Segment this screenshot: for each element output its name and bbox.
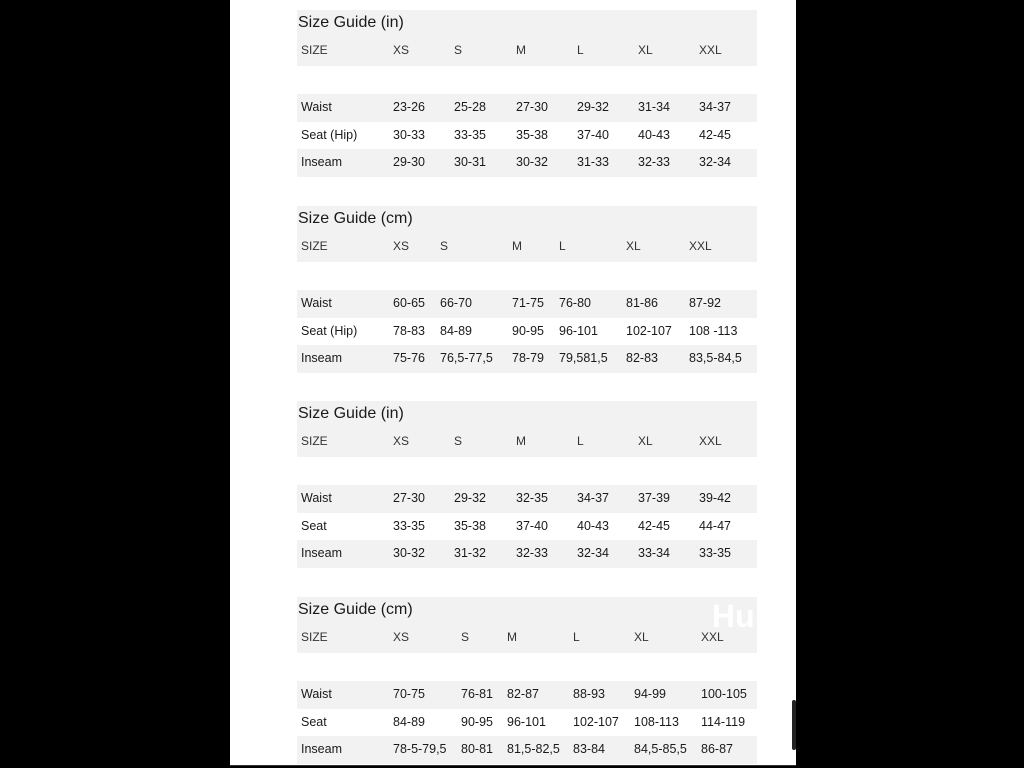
table-cell: 83-84 [573, 742, 605, 756]
row-label: Inseam [301, 742, 342, 756]
row-label: Inseam [301, 155, 342, 169]
row-label: Seat [301, 714, 327, 729]
row-label: Waist [301, 296, 332, 310]
table-row [297, 149, 757, 177]
size-column-header: XL [626, 239, 641, 253]
size-guide-table [297, 597, 757, 764]
size-label: SIZE [301, 434, 328, 448]
table-cell: 31-33 [577, 155, 609, 169]
table-cell: 32-35 [516, 491, 548, 505]
size-column-header: S [461, 630, 470, 644]
table-cell: 87-92 [689, 296, 721, 310]
table-row [297, 94, 757, 122]
table-cell: 96-101 [507, 714, 546, 729]
table-cell: 40-43 [638, 127, 670, 142]
table-cell: 37-40 [516, 518, 548, 533]
table-cell: 25-28 [454, 100, 486, 114]
table-cell: 40-43 [577, 518, 609, 533]
table-cell: 34-37 [699, 100, 731, 114]
table-cell: 35-38 [516, 127, 548, 142]
row-label: Waist [301, 100, 332, 114]
table-cell: 79,581,5 [559, 351, 608, 365]
table-cell: 78-83 [393, 323, 425, 338]
size-column-header: XXL [701, 630, 724, 644]
size-column-header: M [512, 239, 522, 253]
size-label: SIZE [301, 630, 328, 644]
table-cell: 114-119 [701, 714, 746, 729]
table-cell: 42-45 [699, 127, 731, 142]
size-column-header: S [454, 43, 463, 57]
table-cell: 84,5-85,5 [634, 742, 687, 756]
table-spacer [297, 66, 757, 94]
table-cell: 33-35 [393, 518, 425, 533]
table-cell: 108-113 [634, 714, 679, 729]
row-label: Seat [301, 518, 327, 533]
table-cell: 78-79 [512, 351, 544, 365]
size-column-header: XXL [699, 434, 722, 448]
table-cell: 84-89 [440, 323, 472, 338]
table-cell: 108 -113 [689, 323, 738, 338]
size-guide-table [297, 10, 757, 177]
table-title: Size Guide (in) [298, 405, 404, 422]
table-cell: 78-5-79,5 [393, 742, 447, 756]
table-cell: 32-33 [638, 155, 670, 169]
table-row [297, 540, 757, 568]
row-label: Waist [301, 687, 332, 701]
size-guide-table [297, 206, 757, 373]
size-column-header: XL [634, 630, 649, 644]
table-cell: 30-33 [393, 127, 425, 142]
size-guide-page [230, 0, 796, 766]
table-cell: 39-42 [699, 491, 731, 505]
size-column-header: L [577, 43, 584, 57]
row-label: Seat (Hip) [301, 323, 358, 338]
size-column-header: XS [393, 630, 410, 644]
size-label: SIZE [301, 43, 328, 57]
table-cell: 31-34 [638, 100, 670, 114]
table-cell: 102-107 [626, 323, 672, 338]
table-cell: 86-87 [701, 742, 733, 756]
table-row [297, 485, 757, 513]
table-cell: 29-32 [454, 491, 486, 505]
size-column-header: XS [393, 434, 410, 448]
table-cell: 75-76 [393, 351, 425, 365]
table-title: Size Guide (cm) [298, 210, 413, 227]
table-cell: 102-107 [573, 714, 619, 729]
table-cell: 94-99 [634, 687, 666, 701]
size-label: SIZE [301, 239, 328, 253]
table-cell: 29-30 [393, 155, 425, 169]
table-row [297, 345, 757, 373]
size-header-row [297, 434, 757, 450]
table-title: Size Guide (cm) [298, 601, 413, 618]
size-column-header: XL [638, 43, 653, 57]
size-column-header: XXL [699, 43, 722, 57]
table-cell: 30-32 [516, 155, 548, 169]
table-row [297, 681, 757, 709]
table-cell: 32-33 [516, 546, 548, 560]
table-cell: 90-95 [512, 323, 544, 338]
table-spacer [297, 262, 757, 290]
size-column-header: XS [393, 43, 410, 57]
table-cell: 37-40 [577, 127, 609, 142]
table-cell: 76-80 [559, 296, 591, 310]
table-spacer [297, 457, 757, 485]
size-column-header: S [454, 434, 463, 448]
table-cell: 88-93 [573, 687, 605, 701]
size-column-header: M [516, 434, 526, 448]
table-cell: 37-39 [638, 491, 670, 505]
table-cell: 76,5-77,5 [440, 351, 493, 365]
table-cell: 33-34 [638, 546, 670, 560]
row-label: Seat (Hip) [301, 127, 358, 142]
table-cell: 83,5-84,5 [689, 351, 742, 365]
size-guide-table [297, 401, 757, 568]
table-cell: 31-32 [454, 546, 486, 560]
table-header [297, 401, 757, 457]
table-cell: 90-95 [461, 714, 493, 729]
table-cell: 80-81 [461, 742, 493, 756]
table-cell: 33-35 [699, 546, 731, 560]
size-header-row [297, 43, 757, 59]
row-label: Inseam [301, 546, 342, 560]
table-cell: 60-65 [393, 296, 425, 310]
table-cell: 81-86 [626, 296, 658, 310]
table-title: Size Guide (in) [298, 14, 404, 31]
table-cell: 23-26 [393, 100, 425, 114]
table-cell: 76-81 [461, 687, 493, 701]
table-cell: 82-87 [507, 687, 539, 701]
table-cell: 35-38 [454, 518, 486, 533]
table-cell: 32-34 [577, 546, 609, 560]
size-column-header: L [559, 239, 566, 253]
scroll-handle[interactable] [792, 700, 796, 750]
table-row [297, 318, 757, 346]
table-spacer [297, 653, 757, 681]
table-cell: 81,5-82,5 [507, 742, 560, 756]
watermark-text: Hu [712, 598, 755, 634]
table-row [297, 513, 757, 541]
size-column-header: L [573, 630, 580, 644]
table-row [297, 290, 757, 318]
table-cell: 34-37 [577, 491, 609, 505]
table-cell: 32-34 [699, 155, 731, 169]
table-cell: 42-45 [638, 518, 670, 533]
table-cell: 27-30 [393, 491, 425, 505]
table-header [297, 597, 757, 653]
table-header [297, 10, 757, 66]
table-cell: 66-70 [440, 296, 472, 310]
table-row [297, 709, 757, 737]
row-label: Waist [301, 491, 332, 505]
table-cell: 27-30 [516, 100, 548, 114]
table-cell: 96-101 [559, 323, 598, 338]
size-column-header: XXL [689, 239, 712, 253]
size-column-header: XS [393, 239, 410, 253]
size-column-header: M [516, 43, 526, 57]
table-cell: 84-89 [393, 714, 425, 729]
table-row [297, 736, 757, 764]
table-row [297, 122, 757, 150]
table-cell: 30-31 [454, 155, 486, 169]
table-cell: 82-83 [626, 351, 658, 365]
table-cell: 70-75 [393, 687, 425, 701]
size-column-header: S [440, 239, 449, 253]
table-cell: 44-47 [699, 518, 731, 533]
table-cell: 33-35 [454, 127, 486, 142]
table-cell: 30-32 [393, 546, 425, 560]
bottom-divider [230, 765, 796, 766]
size-column-header: M [507, 630, 517, 644]
table-cell: 29-32 [577, 100, 609, 114]
table-cell: 71-75 [512, 296, 544, 310]
table-header [297, 206, 757, 262]
size-column-header: L [577, 434, 584, 448]
size-header-row [297, 239, 757, 255]
row-label: Inseam [301, 351, 342, 365]
size-column-header: XL [638, 434, 653, 448]
size-header-row [297, 630, 757, 646]
table-cell: 100-105 [701, 687, 747, 701]
